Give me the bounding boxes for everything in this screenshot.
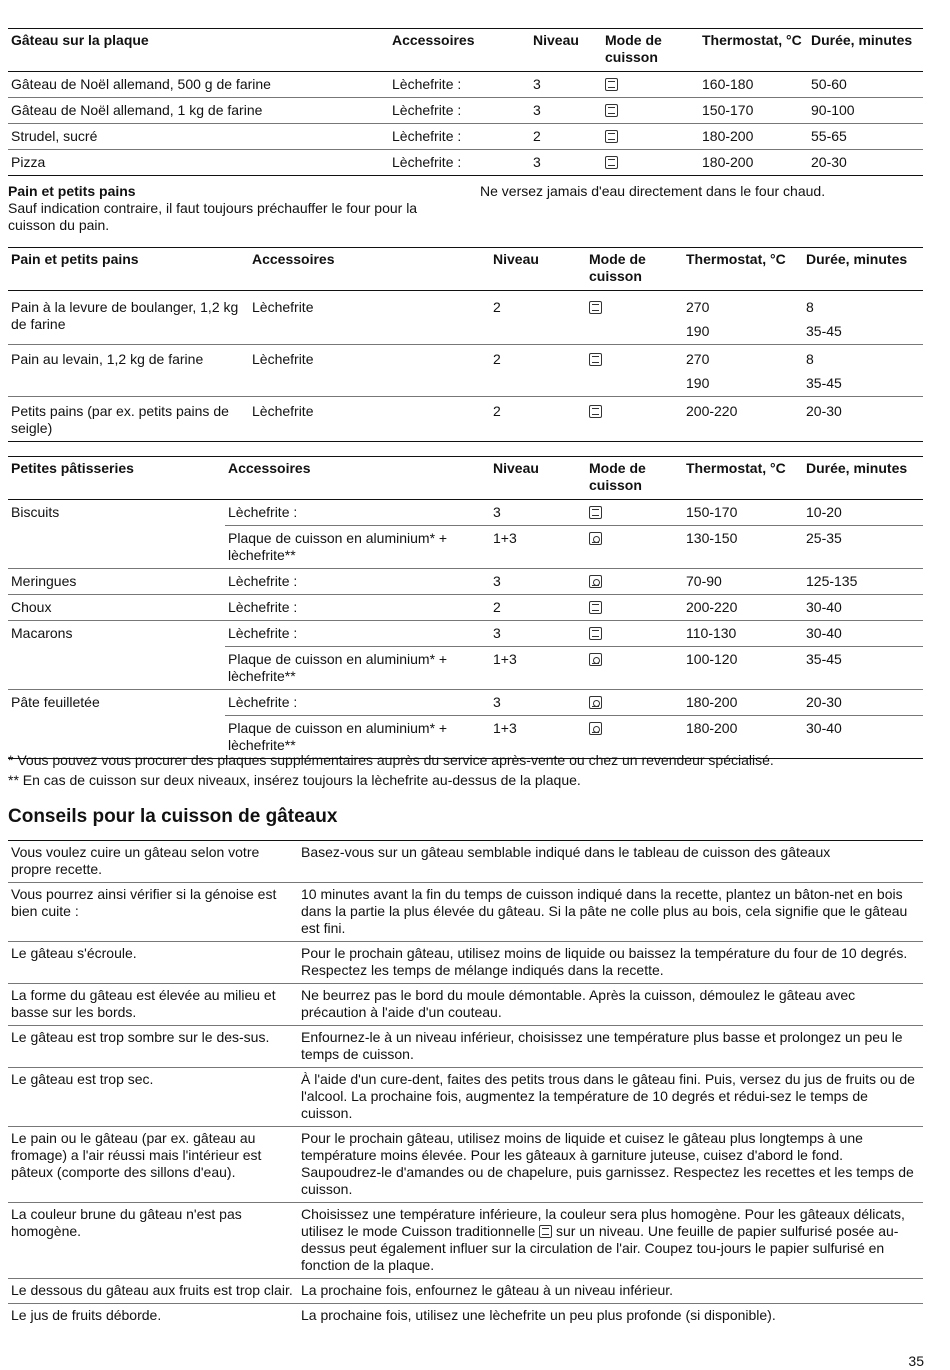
- duration: 35-45: [803, 647, 923, 690]
- duration: 55-65: [808, 124, 923, 150]
- duration: 20-30: [808, 150, 923, 176]
- header-mode: Mode de cuisson: [586, 457, 683, 500]
- table-row: [8, 595, 923, 621]
- temperature: 180-200: [699, 124, 808, 150]
- traditional-heat-icon: [605, 156, 618, 169]
- duration: 90-100: [808, 98, 923, 124]
- duration: 20-30: [803, 690, 923, 716]
- level: 3: [490, 690, 586, 716]
- accessory: Lèchefrite: [249, 345, 490, 397]
- header-mode: Mode de cuisson: [602, 29, 699, 72]
- duration: 25-35: [803, 526, 923, 569]
- header-accessories: Accessoires: [225, 457, 490, 500]
- level: 2: [490, 397, 586, 442]
- table-header-row: [8, 457, 923, 500]
- duration: 20-30: [803, 397, 923, 442]
- accessory: Plaque de cuisson en aluminium* + lèchefrite**: [225, 716, 490, 759]
- hot-air-icon: [589, 696, 602, 709]
- temperature: 130-150: [683, 526, 803, 569]
- traditional-heat-icon: [605, 104, 618, 117]
- level: 2: [490, 291, 586, 345]
- duration: 50-60: [808, 72, 923, 98]
- recipe-name: Biscuits: [11, 504, 60, 520]
- bread-intro: [8, 183, 453, 234]
- hot-air-icon: [589, 722, 602, 735]
- bread-table-section: [8, 247, 923, 442]
- temperature: 180-200: [699, 150, 808, 176]
- temperature: 180-200: [683, 716, 803, 759]
- recipe-name: Macarons: [11, 625, 73, 641]
- problem: Le dessous du gâteau aux fruits est trop clair.: [8, 1279, 298, 1304]
- advice: 10 minutes avant la fin du temps de cuisson indiqué dans la recette, plantez un bâton-net en bois dans la partie la plus élevée du gâteau. Si la pâte ne colle plus au bois, cela signifie que le gâteau est fini.: [298, 883, 923, 942]
- problem: La couleur brune du gâteau n'est pas homogène.: [8, 1203, 298, 1279]
- accessory: Lèchefrite: [249, 397, 490, 442]
- header-level: Niveau: [530, 29, 602, 72]
- header-temperature: Thermostat, °C: [683, 457, 803, 500]
- problem: Le jus de fruits déborde.: [11, 1307, 162, 1323]
- level: 1+3: [490, 647, 586, 690]
- problem: Le pain ou le gâteau (par ex. gâteau au fromage) a l'air réussi mais l'intérieur est pâteux (comporte des sillons d'eau).: [8, 1127, 298, 1203]
- level: 1+3: [490, 716, 586, 759]
- tips-table: [8, 840, 923, 1328]
- advice: Pour le prochain gâteau, utilisez moins de liquide ou baissez la température du four de 10 degrés. Respectez les temps de mélange indiqués dans la recette.: [298, 942, 923, 984]
- recipe-name: [8, 526, 225, 569]
- footnote-2: ** En cas de cuisson sur deux niveaux, insérez toujours la lèchefrite au-dessus de la plaque.: [8, 772, 581, 788]
- cake-tray-table-section: [8, 28, 923, 176]
- recipe-name: Pain à la levure de boulanger, 1,2 kg de farine: [8, 291, 249, 345]
- accessory: Plaque de cuisson en aluminium* + lèchefrite**: [225, 647, 490, 690]
- table-row: [8, 1127, 923, 1203]
- recipe-name: Meringues: [8, 569, 225, 595]
- level: 1+3: [490, 526, 586, 569]
- table-row: [8, 72, 923, 98]
- accessory: Lèchefrite: [249, 291, 490, 345]
- recipe-name: Strudel, sucré: [8, 124, 389, 150]
- advice: Ne beurrez pas le bord du moule démontable. Après la cuisson, démoulez le gâteau avec précaution à l'aide d'un couteau.: [298, 984, 923, 1026]
- traditional-heat-icon: [605, 130, 618, 143]
- recipe-name: Pâte feuilletée: [11, 694, 100, 710]
- temperature: 150-170: [683, 500, 803, 526]
- level: 2: [490, 595, 586, 621]
- traditional-heat-icon: [589, 353, 602, 366]
- footnote-1: * Vous pouvez vous procurer des plaques supplémentaires auprès du service après-vente ou chez un revendeur spécialisé.: [8, 752, 774, 768]
- table-row: [8, 150, 923, 176]
- duration-second: 35-45: [806, 375, 842, 391]
- temperature: 150-170: [699, 98, 808, 124]
- advice: La prochaine fois, utilisez une lèchefrite un peu plus profonde (si disponible).: [301, 1307, 776, 1323]
- table-row: [8, 345, 923, 397]
- table-row: [8, 500, 923, 526]
- header-name: Gâteau sur la plaque: [8, 29, 389, 72]
- recipe-name: Choux: [8, 595, 225, 621]
- header-level: Niveau: [490, 457, 586, 500]
- temperature: 270: [686, 351, 710, 367]
- recipe-name: [8, 647, 225, 690]
- tips-table-section: [8, 840, 923, 1328]
- table-row: [8, 1068, 923, 1127]
- table-row: [8, 1026, 923, 1068]
- advice: La prochaine fois, enfournez le gâteau à un niveau inférieur.: [298, 1279, 923, 1304]
- page-number: 35: [908, 1353, 924, 1369]
- accessory: Lèchefrite :: [225, 621, 490, 647]
- duration: 125-135: [803, 569, 923, 595]
- section-heading: Conseils pour la cuisson de gâteaux: [8, 806, 338, 827]
- level: 3: [530, 98, 602, 124]
- level: 2: [530, 124, 602, 150]
- temperature: 200-220: [683, 595, 803, 621]
- temperature: 100-120: [683, 647, 803, 690]
- recipe-name: Petits pains (par ex. petits pains de seigle): [8, 397, 249, 442]
- duration: 30-40: [803, 621, 923, 647]
- table-row: [8, 291, 923, 345]
- accessory: Lèchefrite :: [389, 98, 530, 124]
- table-row: [8, 883, 923, 942]
- header-temperature: Thermostat, °C: [683, 248, 803, 291]
- accessory: Plaque de cuisson en aluminium* + lèchefrite**: [225, 526, 490, 569]
- table-header-row: [8, 29, 923, 72]
- table-row: [8, 647, 923, 690]
- temperature-second: 190: [686, 323, 710, 339]
- temperature: 160-180: [699, 72, 808, 98]
- table-row: [8, 1304, 923, 1329]
- traditional-heat-icon: [589, 405, 602, 418]
- level: 3: [530, 72, 602, 98]
- duration: 30-40: [803, 595, 923, 621]
- table-row: [8, 98, 923, 124]
- problem: La forme du gâteau est élevée au milieu et basse sur les bords.: [8, 984, 298, 1026]
- header-duration: Durée, minutes: [803, 248, 923, 291]
- temperature: 270: [686, 299, 710, 315]
- table-row: [8, 569, 923, 595]
- header-accessories: Accessoires: [389, 29, 530, 72]
- bread-intro-text: Sauf indication contraire, il faut toujours préchauffer le four pour la cuisson du pain.: [8, 200, 418, 233]
- level: 3: [490, 569, 586, 595]
- table-row: [8, 1203, 923, 1279]
- accessory: Lèchefrite :: [389, 150, 530, 176]
- header-mode: Mode de cuisson: [586, 248, 683, 291]
- duration: 8: [806, 299, 814, 315]
- traditional-heat-icon: [589, 601, 602, 614]
- temperature: 200-220: [683, 397, 803, 442]
- header-name: Pain et petits pains: [8, 248, 249, 291]
- table-row: [8, 984, 923, 1026]
- traditional-heat-icon: [589, 506, 602, 519]
- temperature: 180-200: [683, 690, 803, 716]
- header-temperature: Thermostat, °C: [699, 29, 808, 72]
- problem: Le gâteau est trop sombre sur le des-sus.: [8, 1026, 298, 1068]
- header-accessories: Accessoires: [249, 248, 490, 291]
- table-row: [8, 526, 923, 569]
- accessory: Lèchefrite :: [225, 595, 490, 621]
- duration: 30-40: [803, 716, 923, 759]
- traditional-heat-icon: [589, 301, 602, 314]
- recipe-name: Gâteau de Noël allemand, 1 kg de farine: [8, 98, 389, 124]
- problem: Le gâteau est trop sec.: [8, 1068, 298, 1127]
- pastries-table: [8, 456, 923, 759]
- level: 3: [490, 500, 586, 526]
- cake-tray-table: [8, 28, 923, 176]
- header-level: Niveau: [490, 248, 586, 291]
- table-row: [8, 621, 923, 647]
- level: 3: [490, 621, 586, 647]
- traditional-heat-icon: [539, 1225, 552, 1238]
- duration: 8: [806, 351, 814, 367]
- advice: [298, 1203, 923, 1279]
- problem: Le gâteau s'écroule.: [8, 942, 298, 984]
- accessory: Lèchefrite :: [389, 124, 530, 150]
- advice: Enfournez-le à un niveau inférieur, choisissez une température plus basse et prolongez un peu le temps de cuisson.: [298, 1026, 923, 1068]
- table-row: [8, 124, 923, 150]
- hot-air-icon: [589, 575, 602, 588]
- recipe-name: Pain au levain, 1,2 kg de farine: [8, 345, 249, 397]
- problem: Vous pourrez ainsi vérifier si la génoise est bien cuite :: [8, 883, 298, 942]
- accessory: Lèchefrite :: [225, 500, 490, 526]
- recipe-name: Pizza: [8, 150, 389, 176]
- table-row: [8, 1279, 923, 1304]
- accessory: Lèchefrite :: [225, 690, 490, 716]
- recipe-name: Gâteau de Noël allemand, 500 g de farine: [8, 72, 389, 98]
- temperature: 110-130: [683, 621, 803, 647]
- level: 2: [490, 345, 586, 397]
- advice: À l'aide d'un cure-dent, faites des petits trous dans le gâteau fini. Puis, versez du jus de fruits ou de l'alcool. La prochaine fois, augmentez la température de 10 degrés et rédui-sez le temps de cuisson.: [298, 1068, 923, 1127]
- bread-intro-title: Pain et petits pains: [8, 183, 136, 199]
- bread-table: [8, 247, 923, 442]
- advice-part-1: Choisissez une température inférieure, la couleur sera plus homogène. Pour les gâteaux délicats, utilisez le mode Cuisson traditionnelle: [301, 1206, 905, 1239]
- accessory: Lèchefrite :: [389, 72, 530, 98]
- level: 3: [530, 150, 602, 176]
- header-duration: Durée, minutes: [808, 29, 923, 72]
- temperature-second: 190: [686, 375, 710, 391]
- table-row: [8, 397, 923, 442]
- duration-second: 35-45: [806, 323, 842, 339]
- hot-air-icon: [589, 653, 602, 666]
- header-duration: Durée, minutes: [803, 457, 923, 500]
- pastries-table-section: [8, 456, 923, 759]
- bread-warning: Ne versez jamais d'eau directement dans le four chaud.: [480, 183, 826, 199]
- table-row: [8, 690, 923, 716]
- temperature: 70-90: [683, 569, 803, 595]
- advice-part-2: sur un niveau. Une feuille de papier sulfurisé posée au-dessus peut également influer sur la circulation de l'air. Coupez tou-jours le papier sulfurisé en fonction de la plaque.: [301, 1223, 899, 1273]
- table-header-row: [8, 248, 923, 291]
- hot-air-icon: [589, 532, 602, 545]
- table-row: [8, 942, 923, 984]
- advice: Basez-vous sur un gâteau semblable indiqué dans le tableau de cuisson des gâteaux: [298, 841, 923, 883]
- traditional-heat-icon: [589, 627, 602, 640]
- advice: Pour le prochain gâteau, utilisez moins de liquide et cuisez le gâteau plus longtemps à une température moins élevée. Pour les gâteaux à garniture juteuse, cuisez d'abord le fond. Saupoudrez-le d'amandes ou de chapelure, puis garnissez. Respectez les recettes et les temps de cuisson.: [298, 1127, 923, 1203]
- header-name: Petites pâtisseries: [8, 457, 225, 500]
- duration: 10-20: [803, 500, 923, 526]
- problem: Vous voulez cuire un gâteau selon votre propre recette.: [8, 841, 298, 883]
- traditional-heat-icon: [605, 78, 618, 91]
- accessory: Lèchefrite :: [225, 569, 490, 595]
- table-row: [8, 841, 923, 883]
